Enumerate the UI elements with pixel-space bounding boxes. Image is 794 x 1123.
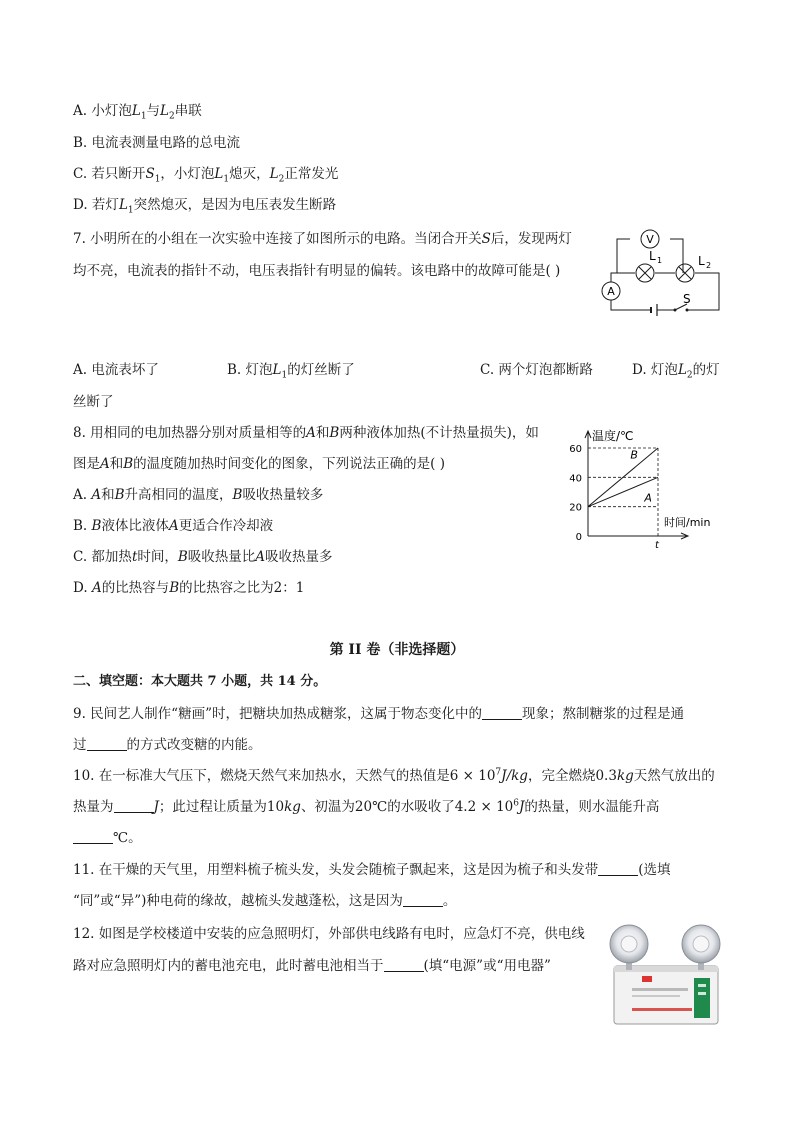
q12-line1: 12. 如图是学校楼道中安装的应急照明灯，外部供电线路有电时，应急灯不亮，供电线 bbox=[73, 926, 585, 942]
series-label-B: B bbox=[630, 448, 638, 462]
q10-line1: 10. 在一标准大气压下，燃烧天然气来加热水，天然气的热值是$6 \times 10^7J/kg$，完全燃烧0.3kg天然气放出的 bbox=[73, 767, 715, 784]
q8-option-a: A. A和B升高相同的温度，B吸收热量较多 bbox=[73, 487, 324, 503]
q8-option-b: B. B液体比液体A更适合作冷却液 bbox=[73, 518, 274, 534]
y-tick-0: 0 bbox=[575, 532, 582, 543]
y-axis-label: 温度/℃ bbox=[592, 429, 634, 443]
lamp2-sub: 2 bbox=[706, 261, 712, 270]
q11-blank-2 bbox=[403, 892, 443, 907]
q7-circuit-diagram bbox=[595, 225, 725, 317]
section-title: 第 II 卷（非选择题） bbox=[329, 642, 465, 658]
lamp2-label: L bbox=[698, 254, 705, 268]
q11-line2: “同”或“异”)种电荷的缘故，越梳头发越蓬松，这是因为 。 bbox=[73, 893, 457, 909]
q12-blank-1 bbox=[384, 957, 424, 972]
q7-stem-line1: 7. 小明所在的小组在一次实验中连接了如图所示的电路。当闭合开关S后，发现两灯 bbox=[73, 231, 572, 247]
q6-option-b: B. 电流表测量电路的总电流 bbox=[73, 135, 241, 151]
q12-line2: 路对应急照明灯内的蓄电池充电，此时蓄电池相当于 (填“电源”或“用电器” bbox=[73, 958, 551, 974]
fill-blank-header: 二、填空题：本大题共 7 小题，共 14 分。 bbox=[73, 674, 327, 689]
emergency-light-illustration bbox=[608, 920, 728, 1030]
q8-temperature-chart bbox=[560, 420, 730, 550]
y-tick-40: 40 bbox=[569, 473, 582, 485]
q7-stem-line2: 均不亮，电流表的指针不动，电压表指针有明显的偏转。该电路中的故障可能是( ) bbox=[73, 263, 561, 279]
q10-blank-1 bbox=[114, 798, 154, 813]
q8-stem-line1: 8. 用相同的电加热器分别对质量相等的A和B两种液体加热(不计热量损失)，如 bbox=[73, 425, 539, 441]
ammeter-label: A bbox=[607, 285, 615, 298]
q9-line2: 过 的方式改变糖的内能。 bbox=[73, 737, 262, 753]
q6-option-a: A. 小灯泡$L_1$与$L_2$串联 bbox=[73, 103, 202, 122]
q11-blank-1 bbox=[598, 861, 638, 876]
q8-stem-line2: 图是A和B的温度随加热时间变化的图象，下列说法正确的是( ) bbox=[73, 456, 445, 472]
q7-option-d-continued: 丝断了 bbox=[73, 394, 114, 410]
q9-blank-1 bbox=[482, 705, 522, 720]
q11-line1: 11. 在干燥的天气里，用塑料梳子梳头发，头发会随梳子飘起来，这是因为梳子和头发带 (选填 bbox=[73, 862, 671, 878]
q7-option-b: B. 灯泡$L_1$的灯丝断了 bbox=[227, 362, 355, 381]
q8-option-c: C. 都加热t时间，B吸收热量比A吸收热量多 bbox=[73, 549, 333, 565]
q6-option-d: D. 若灯$L_1$突然熄灭，是因为电压表发生断路 bbox=[73, 197, 337, 216]
x-tick-t: t bbox=[655, 540, 659, 550]
q10-line3: ℃。 bbox=[73, 828, 142, 848]
q10-line2: 热量为 J；此过程让质量为10kg、初温为20℃的水吸收了$4.2 \times 10^6J$的热量，则水温能升高 bbox=[73, 798, 660, 815]
q10-blank-2 bbox=[73, 829, 113, 844]
q9-blank-2 bbox=[87, 736, 127, 751]
lamp1-sub: 1 bbox=[657, 256, 663, 265]
q7-option-d: D. 灯泡$L_2$的灯 bbox=[632, 362, 720, 381]
q9-line1: 9. 民间艺人制作“糖画”时，把糖块加热成糖浆，这属于物态变化中的 现象；熬制糖浆的过程是通 bbox=[73, 706, 684, 722]
q7-option-c: C. 两个灯泡都断路 bbox=[480, 362, 593, 378]
voltmeter-label: V bbox=[646, 233, 654, 246]
x-axis-label: 时间/min bbox=[664, 516, 711, 529]
y-tick-20: 20 bbox=[569, 502, 582, 514]
lamp1-label: L bbox=[649, 249, 656, 263]
q6-option-c: C. 若只断开$S_1$，小灯泡$L_1$熄灭，$L_2$正常发光 bbox=[73, 166, 339, 185]
q7-option-a: A. 电流表坏了 bbox=[73, 362, 159, 378]
y-tick-60: 60 bbox=[569, 444, 582, 455]
series-label-A: A bbox=[644, 491, 652, 505]
q8-option-d: D. A的比热容与B的比热容之比为2：1 bbox=[73, 580, 305, 596]
switch-label: S bbox=[683, 292, 691, 306]
